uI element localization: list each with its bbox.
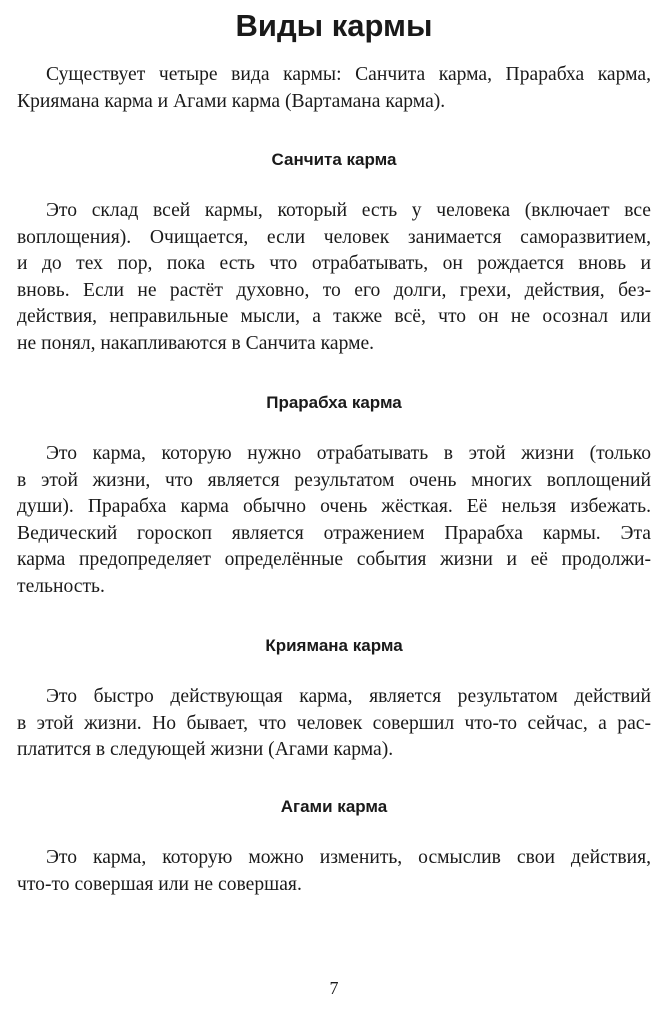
section-paragraph-kriyamana — [17, 684, 651, 764]
paragraph-line: карма предопределяет определённые события жизни и её продолжи- — [17, 549, 651, 570]
intro-paragraph — [17, 62, 651, 115]
section-heading-sanchita: Санчита карма — [271, 150, 397, 169]
section-heading-agami: Агами карма — [280, 797, 388, 816]
section-paragraph-sanchita — [17, 198, 651, 357]
paragraph-line: что-то совершая или не совершая. — [17, 873, 302, 895]
paragraph-line: Существует четыре вида кармы: Санчита карма, Прарабха карма, — [46, 64, 651, 85]
section-heading-prarabha: Прарабха карма — [266, 393, 402, 412]
paragraph-line: души). Прарабха карма обычно очень жёсткая. Её нельзя избежать. — [17, 496, 651, 517]
paragraph-line: и до тех пор, пока есть что отрабатывать, он рождается вновь и — [17, 253, 651, 274]
page-title: Виды кармы — [235, 8, 433, 43]
paragraph-line: тельность. — [17, 575, 105, 597]
paragraph-line: Криямана карма и Агами карма (Вартамана карма). — [17, 90, 446, 112]
paragraph-line: Это быстро действующая карма, является результатом действий — [46, 686, 651, 707]
paragraph-line: в этой жизни. Но бывает, что человек совершил что-то сейчас, а рас- — [17, 712, 651, 734]
section-paragraph-agami — [17, 845, 651, 898]
section-paragraph-prarabha — [17, 441, 651, 600]
paragraph-line: платится в следующей жизни (Агами карма). — [17, 739, 394, 760]
paragraph-line: не понял, накапливаются в Санчита карме. — [17, 332, 375, 354]
paragraph-line: вновь. Если не растёт духовно, то его долги, грехи, действия, без- — [17, 279, 651, 301]
section-heading-kriyamana: Криямана карма — [265, 636, 403, 655]
paragraph-line: Это склад всей кармы, который есть у человека (включает все — [46, 200, 651, 221]
paragraph-line: действия, неправильные мысли, а также всё, что он не осознал или — [17, 306, 651, 327]
page-number: 7 — [329, 978, 339, 998]
paragraph-line: Это карма, которую нужно отрабатывать в этой жизни (только — [46, 443, 651, 464]
paragraph-line: в этой жизни, что является результатом очень многих воплощений — [17, 469, 651, 491]
paragraph-line: Ведический гороскоп является отражением Прарабха кармы. Эта — [17, 522, 651, 544]
paragraph-line: Это карма, которую можно изменить, осмыслив свои действия, — [46, 847, 651, 868]
paragraph-line: воплощения). Очищается, если человек занимается саморазвитием, — [17, 226, 651, 248]
